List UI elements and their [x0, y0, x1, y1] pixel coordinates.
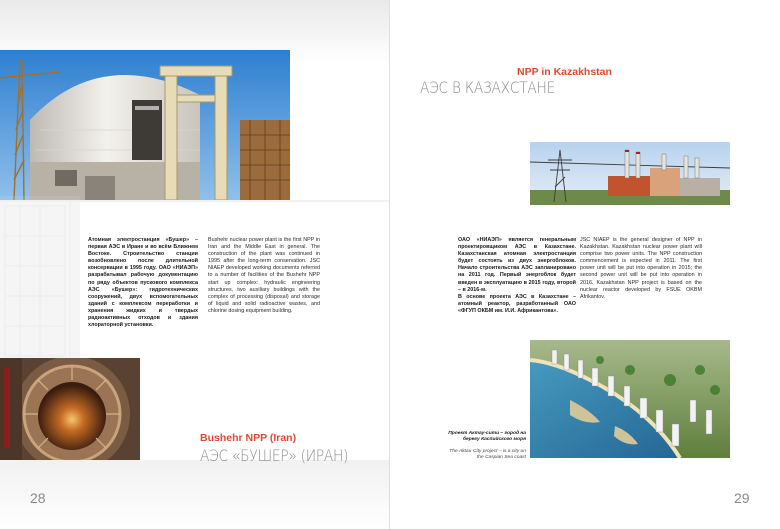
bushehr-npp-photo	[0, 50, 290, 200]
page-number-left: 28	[30, 490, 46, 506]
kazakhstan-text-ru	[458, 237, 576, 315]
right-page	[390, 0, 780, 529]
kazakhstan-text-ru-p2: В основе проекта АЭС в Казахстане – атомный реактор, разработанный ОАО «ФГУП ОКБМ им. И.И. Африкантова».	[458, 293, 576, 314]
bushehr-heading-ru: АЭС «БУШЕР» (ИРАН)	[200, 446, 349, 465]
kazakhstan-power-plant-photo	[530, 142, 730, 205]
kazakhstan-heading-en: NPP in Kazakhstan	[517, 66, 612, 78]
kazakhstan-heading-ru: АЭС В КАЗАХСТАНЕ	[420, 78, 556, 97]
bushehr-heading-en: Bushehr NPP (Iran)	[200, 432, 297, 444]
kazakhstan-text-ru-p1: ОАО «НИАЭП» является генеральным проектировщиком АЭС в Казахстане. Казахстанская атомная электростанция будет состоять из двух энергоблоков. Начало строительства АЭС запланировано на 2011 год. Первый энергоблок будет введен в эксплуатацию в 2015 году, второй – в 2016-м.	[458, 237, 576, 293]
bottom-gray-strip	[0, 460, 390, 529]
aktau-caption-ru: Проект Актау-сити – город на берегу Каспийского моря	[448, 431, 526, 443]
aktau-city-rendering	[530, 340, 730, 458]
bushehr-text-ru: Атомная электростанция «Бушер» – первая АЭС в Иране и во всём Ближнем Востоке. Строительство станции возобновлено после длительной консервации в 1995 году. ОАО «НИАЭП» разрабатывал рабочую документацию по ряду объектов пускового комплекса АЭС «Бушер»: гидротехнических сооружений, двух вспомогательных зданий с комплексом переработки и хранения жидких и твердых радиоактивных отходов и здания хлораторной установки.	[88, 237, 198, 329]
aktau-caption-en: The Aktau-City project – is a city on the Caspian Sea coast	[449, 449, 526, 461]
reactor-vessel-photo	[0, 358, 140, 461]
kazakhstan-text-en: JSC NIAEP is the general designer of NPP in Kazakhstan. Kazakhstan nuclear power plant will comprise two power units. The NPP construction commencement is expected in 2011. The first power unit will be put into operation in 2015; the second power unit will be put into operation in 2016. Kazakhstan NPP project is based on the nuclear reactor developed by FSUE OKBM Afrikantov.	[580, 237, 702, 300]
page-number-right: 29	[734, 490, 750, 506]
bushehr-text-en: Bushehr nuclear power plant is the first NPP in Iran and the Middle East in general. The construction of the plant was continued in 1995 after the long-term conservation. JSC NIAEP developed working documents referred to a number of facilities of the Bushehr NPP start up complex: hydraulic engineering structures, two auxiliary buildings with the complex of processing (disposal) and storage of liquid and solid radioactive wastes, and chlorine dosing equipment building.	[208, 237, 320, 314]
